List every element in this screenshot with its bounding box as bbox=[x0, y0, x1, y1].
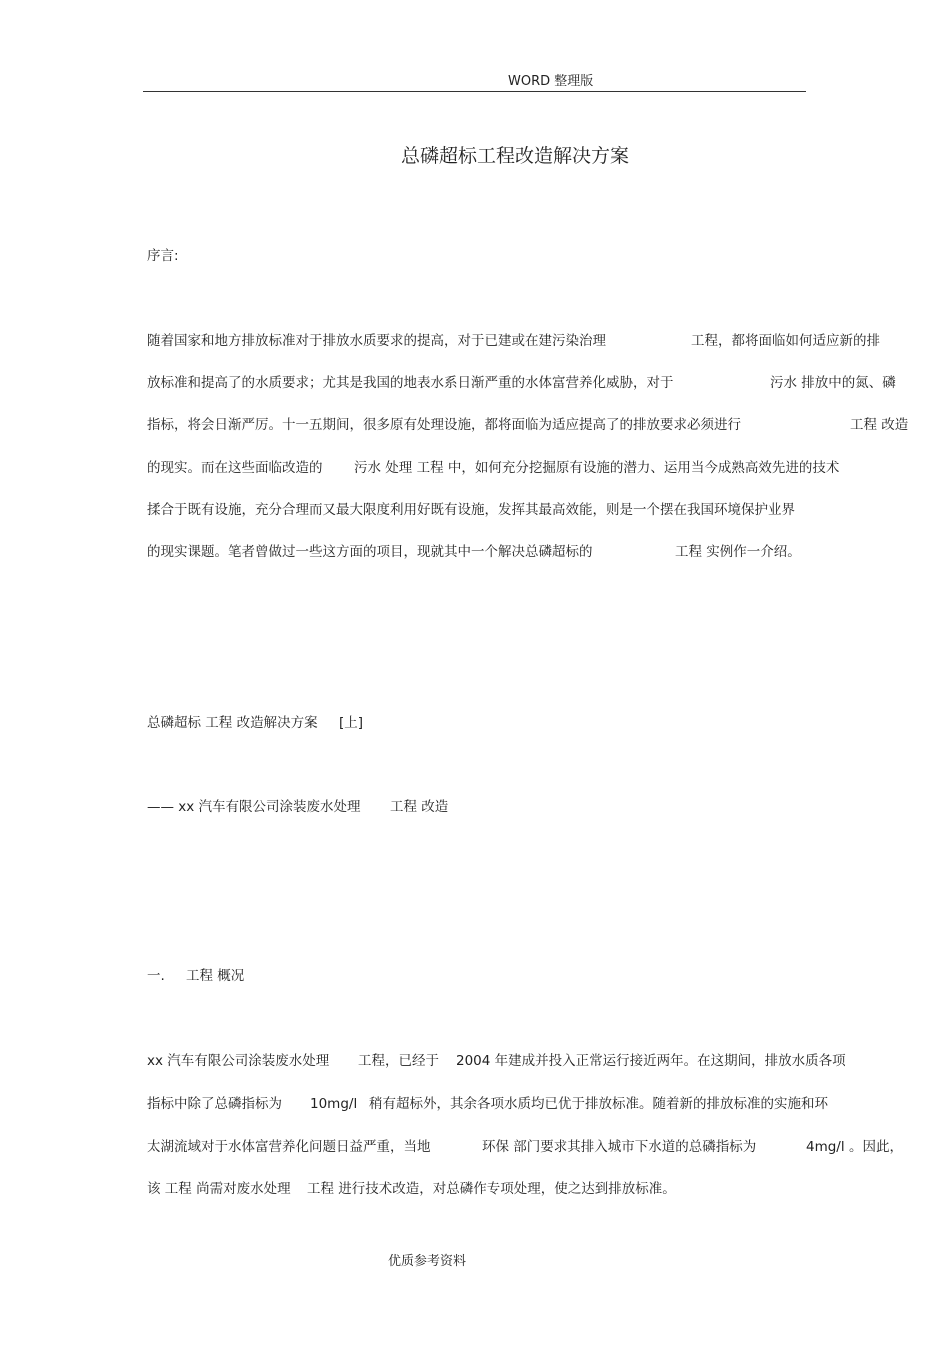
intro-line-6-a: 的现实课题。笔者曾做过一些这方面的项目，现就其中一个解决总磷超标的 bbox=[147, 544, 593, 560]
body-line-4-b: 工程 进行技术改造，对总磷作专项处理，使之达到排放标准。 bbox=[307, 1181, 676, 1197]
intro-line-6-b: 工程 实例作一介绍。 bbox=[675, 544, 801, 560]
heading-number: 一. bbox=[147, 968, 165, 984]
body-line-2-a: 指标中除了总磷指标为 bbox=[147, 1096, 282, 1112]
intro-line-1-b: 工程，都将面临如何适应新的排 bbox=[691, 333, 880, 349]
section-title-part: [上] bbox=[339, 715, 364, 731]
intro-line-3-a: 指标，将会日渐严厉。十一五期间，很多原有处理设施，都将面临为适应提高了的排放要求必须进行 bbox=[147, 417, 741, 433]
body-line-2-c: 稍有超标外，其余各项水质均已优于排放标准。随着新的排放标准的实施和环 bbox=[369, 1096, 828, 1112]
subtitle-text: —— xx 汽车有限公司涂装废水处理 bbox=[147, 799, 361, 815]
body-line-3-d: 。因此， bbox=[849, 1139, 903, 1155]
intro-line-4-b: 污水 处理 工程 中，如何充分挖掘原有设施的潜力、运用当今成熟高效先进的技术 bbox=[354, 460, 840, 476]
intro-line-1-a: 随着国家和地方排放标准对于排放水质要求的提高，对于已建或在建污染治理 bbox=[147, 333, 606, 349]
intro-line-5-a: 揉合于既有设施，充分合理而又最大限度利用好既有设施，发挥其最高效能，则是一个摆在我国环境保护业界 bbox=[147, 502, 795, 518]
section-title-text: 总磷超标 工程 改造解决方案 bbox=[147, 715, 318, 731]
body-line-2-b: 10mg/l bbox=[310, 1096, 358, 1112]
body-line-3-c: 4mg/l bbox=[806, 1139, 845, 1155]
body-line-4-a: 该 工程 尚需对废水处理 bbox=[147, 1181, 291, 1197]
document-title: 总磷超标工程改造解决方案 bbox=[401, 145, 630, 167]
body-line-3-a: 太湖流域对于水体富营养化问题日益严重，当地 bbox=[147, 1139, 431, 1155]
preface-label: 序言: bbox=[147, 248, 179, 264]
subtitle-suffix: 工程 改造 bbox=[390, 799, 449, 815]
intro-line-2-a: 放标准和提高了的水质要求；尤其是我国的地表水系日渐严重的水体富营养化威胁，对于 bbox=[147, 375, 674, 391]
intro-line-3-b: 工程 改造 bbox=[850, 417, 909, 433]
body-line-1-c: 2004 年建成并投入正常运行接近两年。在这期间，排放水质各项 bbox=[456, 1053, 846, 1069]
page-footer-label: 优质参考资料 bbox=[388, 1254, 467, 1269]
intro-line-4-a: 的现实。而在这些面临改造的 bbox=[147, 460, 323, 476]
heading-text: 工程 概况 bbox=[186, 968, 245, 984]
page-header-label: WORD 整理版 bbox=[508, 74, 594, 89]
body-line-3-b: 环保 部门要求其排入城市下水道的总磷指标为 bbox=[482, 1139, 757, 1155]
body-line-1-b: 工程，已经于 bbox=[358, 1053, 439, 1069]
intro-line-2-b: 污水 排放中的氮、磷 bbox=[770, 375, 896, 391]
body-line-1-a: xx 汽车有限公司涂装废水处理 bbox=[147, 1053, 330, 1069]
header-divider bbox=[143, 91, 806, 92]
